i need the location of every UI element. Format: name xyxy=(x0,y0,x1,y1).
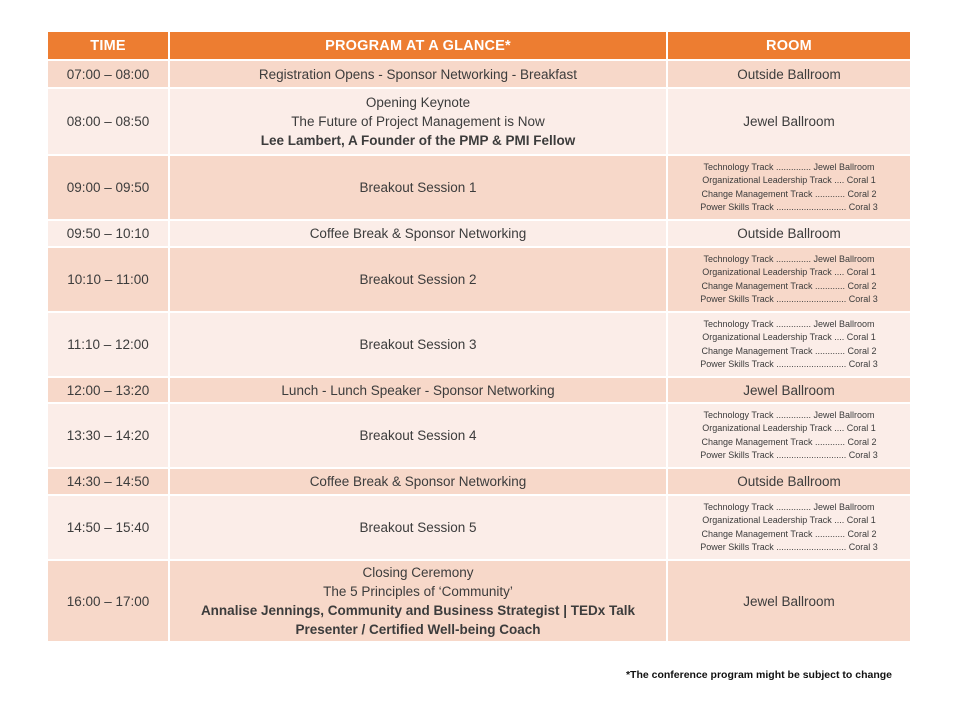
room-cell xyxy=(668,313,910,376)
room-cell xyxy=(668,89,910,154)
program-cell xyxy=(170,496,666,559)
time-cell: 16:00 – 17:00 xyxy=(48,561,168,641)
col-header-room: ROOM xyxy=(668,32,910,59)
track-line: Change Management Track ............ Coral 2 xyxy=(701,280,877,291)
track-line: Power Skills Track ............................ Coral 3 xyxy=(700,294,878,304)
track-line: Change Management Track ............ Coral 2 xyxy=(701,528,877,539)
program-line: Breakout Session 3 xyxy=(359,337,477,352)
track-line: Change Management Track ............ Coral 2 xyxy=(701,436,877,447)
program-line: Closing Ceremony xyxy=(362,565,474,580)
track-line: Power Skills Track ............................ Coral 3 xyxy=(700,359,878,369)
room-cell xyxy=(668,221,910,246)
program-cell xyxy=(170,561,666,641)
program-cell xyxy=(170,89,666,154)
program-line: Opening Keynote xyxy=(365,95,471,110)
col-header-program: PROGRAM AT A GLANCE* xyxy=(170,32,666,59)
track-line: Organizational Leadership Track .... Coral 1 xyxy=(702,515,876,525)
program-line: The 5 Principles of ‘Community’ xyxy=(323,584,513,599)
program-cell xyxy=(170,61,666,87)
program-line: Annalise Jennings, Community and Business Strategist | TEDx Talk Presenter / Certified Well-being Coach xyxy=(200,603,636,637)
table-row xyxy=(48,404,910,467)
table-row xyxy=(48,378,910,402)
room-cell xyxy=(668,378,910,402)
track-line: Change Management Track ............ Coral 2 xyxy=(701,345,877,356)
track-line: Organizational Leadership Track .... Coral 1 xyxy=(702,332,876,342)
time-cell: 13:30 – 14:20 xyxy=(48,404,168,467)
time-cell: 09:00 – 09:50 xyxy=(48,156,168,219)
table-row xyxy=(48,156,910,219)
table-row xyxy=(48,61,910,87)
room-label: Outside Ballroom xyxy=(737,66,841,82)
time-cell: 07:00 – 08:00 xyxy=(48,61,168,87)
room-label: Jewel Ballroom xyxy=(743,382,835,398)
table-row xyxy=(48,221,910,246)
room-cell xyxy=(668,496,910,559)
time-cell: 14:50 – 15:40 xyxy=(48,496,168,559)
table-row xyxy=(48,313,910,376)
track-line: Technology Track .............. Jewel Ballroom xyxy=(703,409,875,420)
time-cell: 11:10 – 12:00 xyxy=(48,313,168,376)
program-line: The Future of Project Management is Now xyxy=(291,114,545,129)
program-line: Lee Lambert, A Founder of the PMP & PMI Fellow xyxy=(260,133,576,148)
program-cell xyxy=(170,221,666,246)
track-line: Power Skills Track ............................ Coral 3 xyxy=(700,450,878,460)
room-label: Jewel Ballroom xyxy=(743,114,835,129)
footnote: *The conference program might be subject to change xyxy=(625,669,892,681)
room-label: Outside Ballroom xyxy=(737,474,841,489)
track-line: Power Skills Track ............................ Coral 3 xyxy=(700,202,878,212)
room-label: Jewel Ballroom xyxy=(743,593,835,609)
track-line: Organizational Leadership Track .... Coral 1 xyxy=(702,423,876,433)
room-cell xyxy=(668,404,910,467)
time-cell: 09:50 – 10:10 xyxy=(48,221,168,246)
program-cell xyxy=(170,469,666,494)
time-cell: 08:00 – 08:50 xyxy=(48,89,168,154)
time-cell: 12:00 – 13:20 xyxy=(48,378,168,402)
track-line: Change Management Track ............ Coral 2 xyxy=(701,188,877,199)
program-cell xyxy=(170,313,666,376)
program-cell xyxy=(170,156,666,219)
track-line: Technology Track .............. Jewel Ballroom xyxy=(703,501,875,512)
track-line: Organizational Leadership Track .... Coral 1 xyxy=(702,175,876,185)
table-row xyxy=(48,89,910,154)
track-line: Technology Track .............. Jewel Ballroom xyxy=(703,253,875,264)
program-table xyxy=(46,30,912,643)
program-cell xyxy=(170,404,666,467)
room-cell xyxy=(668,248,910,311)
program-line: Registration Opens - Sponsor Networking - Breakfast xyxy=(258,66,578,82)
table-row xyxy=(48,496,910,559)
header-row xyxy=(48,32,910,59)
program-cell xyxy=(170,248,666,311)
time-cell: 14:30 – 14:50 xyxy=(48,469,168,494)
program-cell xyxy=(170,378,666,402)
room-cell xyxy=(668,561,910,641)
room-cell xyxy=(668,156,910,219)
track-line: Power Skills Track ............................ Coral 3 xyxy=(700,542,878,552)
table-row xyxy=(48,469,910,494)
track-line: Technology Track .............. Jewel Ballroom xyxy=(703,161,875,172)
time-cell: 10:10 – 11:00 xyxy=(48,248,168,311)
col-header-time: TIME xyxy=(48,32,168,59)
table-row xyxy=(48,561,910,641)
table-row xyxy=(48,248,910,311)
program-line: Breakout Session 4 xyxy=(359,428,477,443)
program-line: Breakout Session 2 xyxy=(359,272,477,287)
track-line: Organizational Leadership Track .... Coral 1 xyxy=(702,267,876,277)
room-cell xyxy=(668,61,910,87)
program-line: Breakout Session 5 xyxy=(359,520,477,535)
track-line: Technology Track .............. Jewel Ballroom xyxy=(703,318,875,329)
program-line: Coffee Break & Sponsor Networking xyxy=(309,226,527,241)
program-line: Breakout Session 1 xyxy=(359,180,477,195)
program-line: Lunch - Lunch Speaker - Sponsor Networking xyxy=(281,382,555,398)
program-line: Coffee Break & Sponsor Networking xyxy=(309,474,527,489)
room-cell xyxy=(668,469,910,494)
room-label: Outside Ballroom xyxy=(737,226,841,241)
